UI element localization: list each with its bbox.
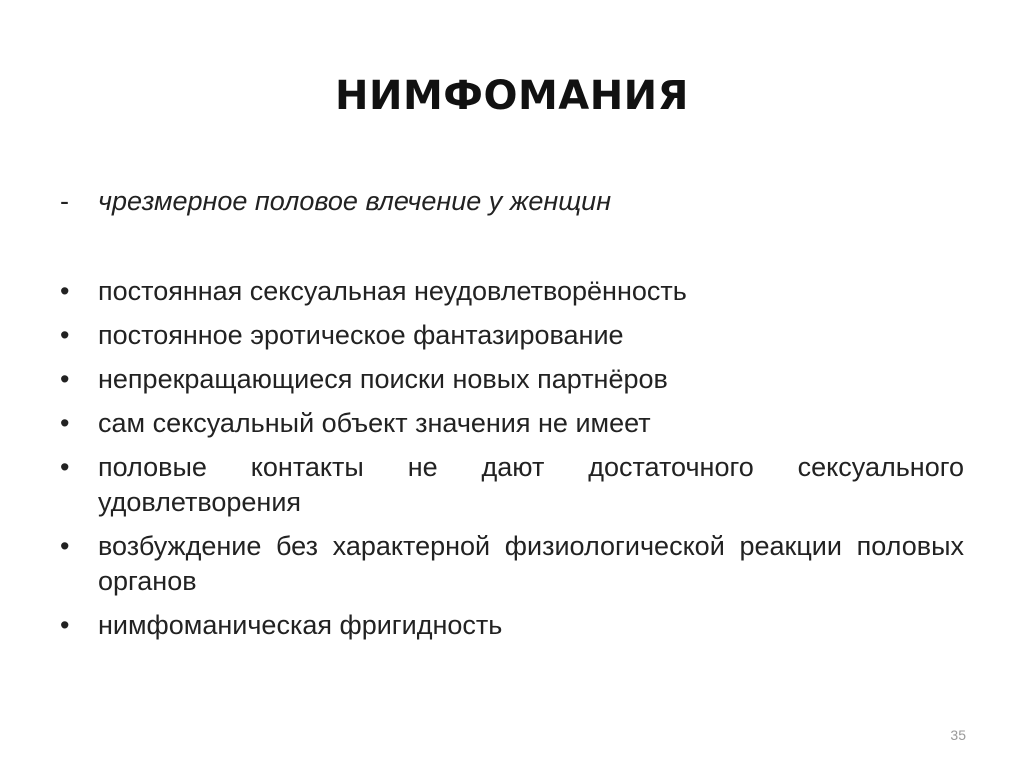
page-number: 35 — [950, 727, 966, 743]
slide-title: НИМФОМАНИЯ — [335, 73, 689, 119]
bullet-item — [60, 529, 964, 599]
bullet-marker: • — [60, 408, 70, 438]
definition-line — [60, 182, 960, 220]
bullet-text: сам сексуальный объект значения не имеет — [98, 408, 651, 438]
bullet-item — [60, 450, 964, 520]
bullet-marker: • — [60, 610, 70, 640]
bullet-item — [60, 406, 964, 441]
bullet-item — [60, 274, 964, 309]
bullet-item — [60, 608, 964, 643]
bullet-text: постоянное эротическое фантазирование — [98, 320, 624, 350]
bullet-item — [60, 318, 964, 353]
bullet-text: непрекращающиеся поиски новых партнёров — [98, 364, 668, 394]
bullet-item — [60, 362, 964, 397]
bullet-marker: • — [60, 452, 70, 482]
bullet-list — [60, 274, 964, 652]
bullet-text: возбуждение без характерной физиологической реакции половых органов — [98, 531, 964, 596]
bullet-marker: • — [60, 320, 70, 350]
bullet-marker: • — [60, 364, 70, 394]
bullet-marker: • — [60, 276, 70, 306]
definition-dash: - — [60, 186, 69, 216]
bullet-text: постоянная сексуальная неудовлетворённость — [98, 276, 687, 306]
definition-text: чрезмерное половое влечение у женщин — [98, 186, 612, 216]
bullet-text: нимфоманическая фригидность — [98, 610, 503, 640]
bullet-marker: • — [60, 531, 70, 561]
bullet-text: половые контакты не дают достаточного сексуального удовлетворения — [98, 452, 964, 517]
